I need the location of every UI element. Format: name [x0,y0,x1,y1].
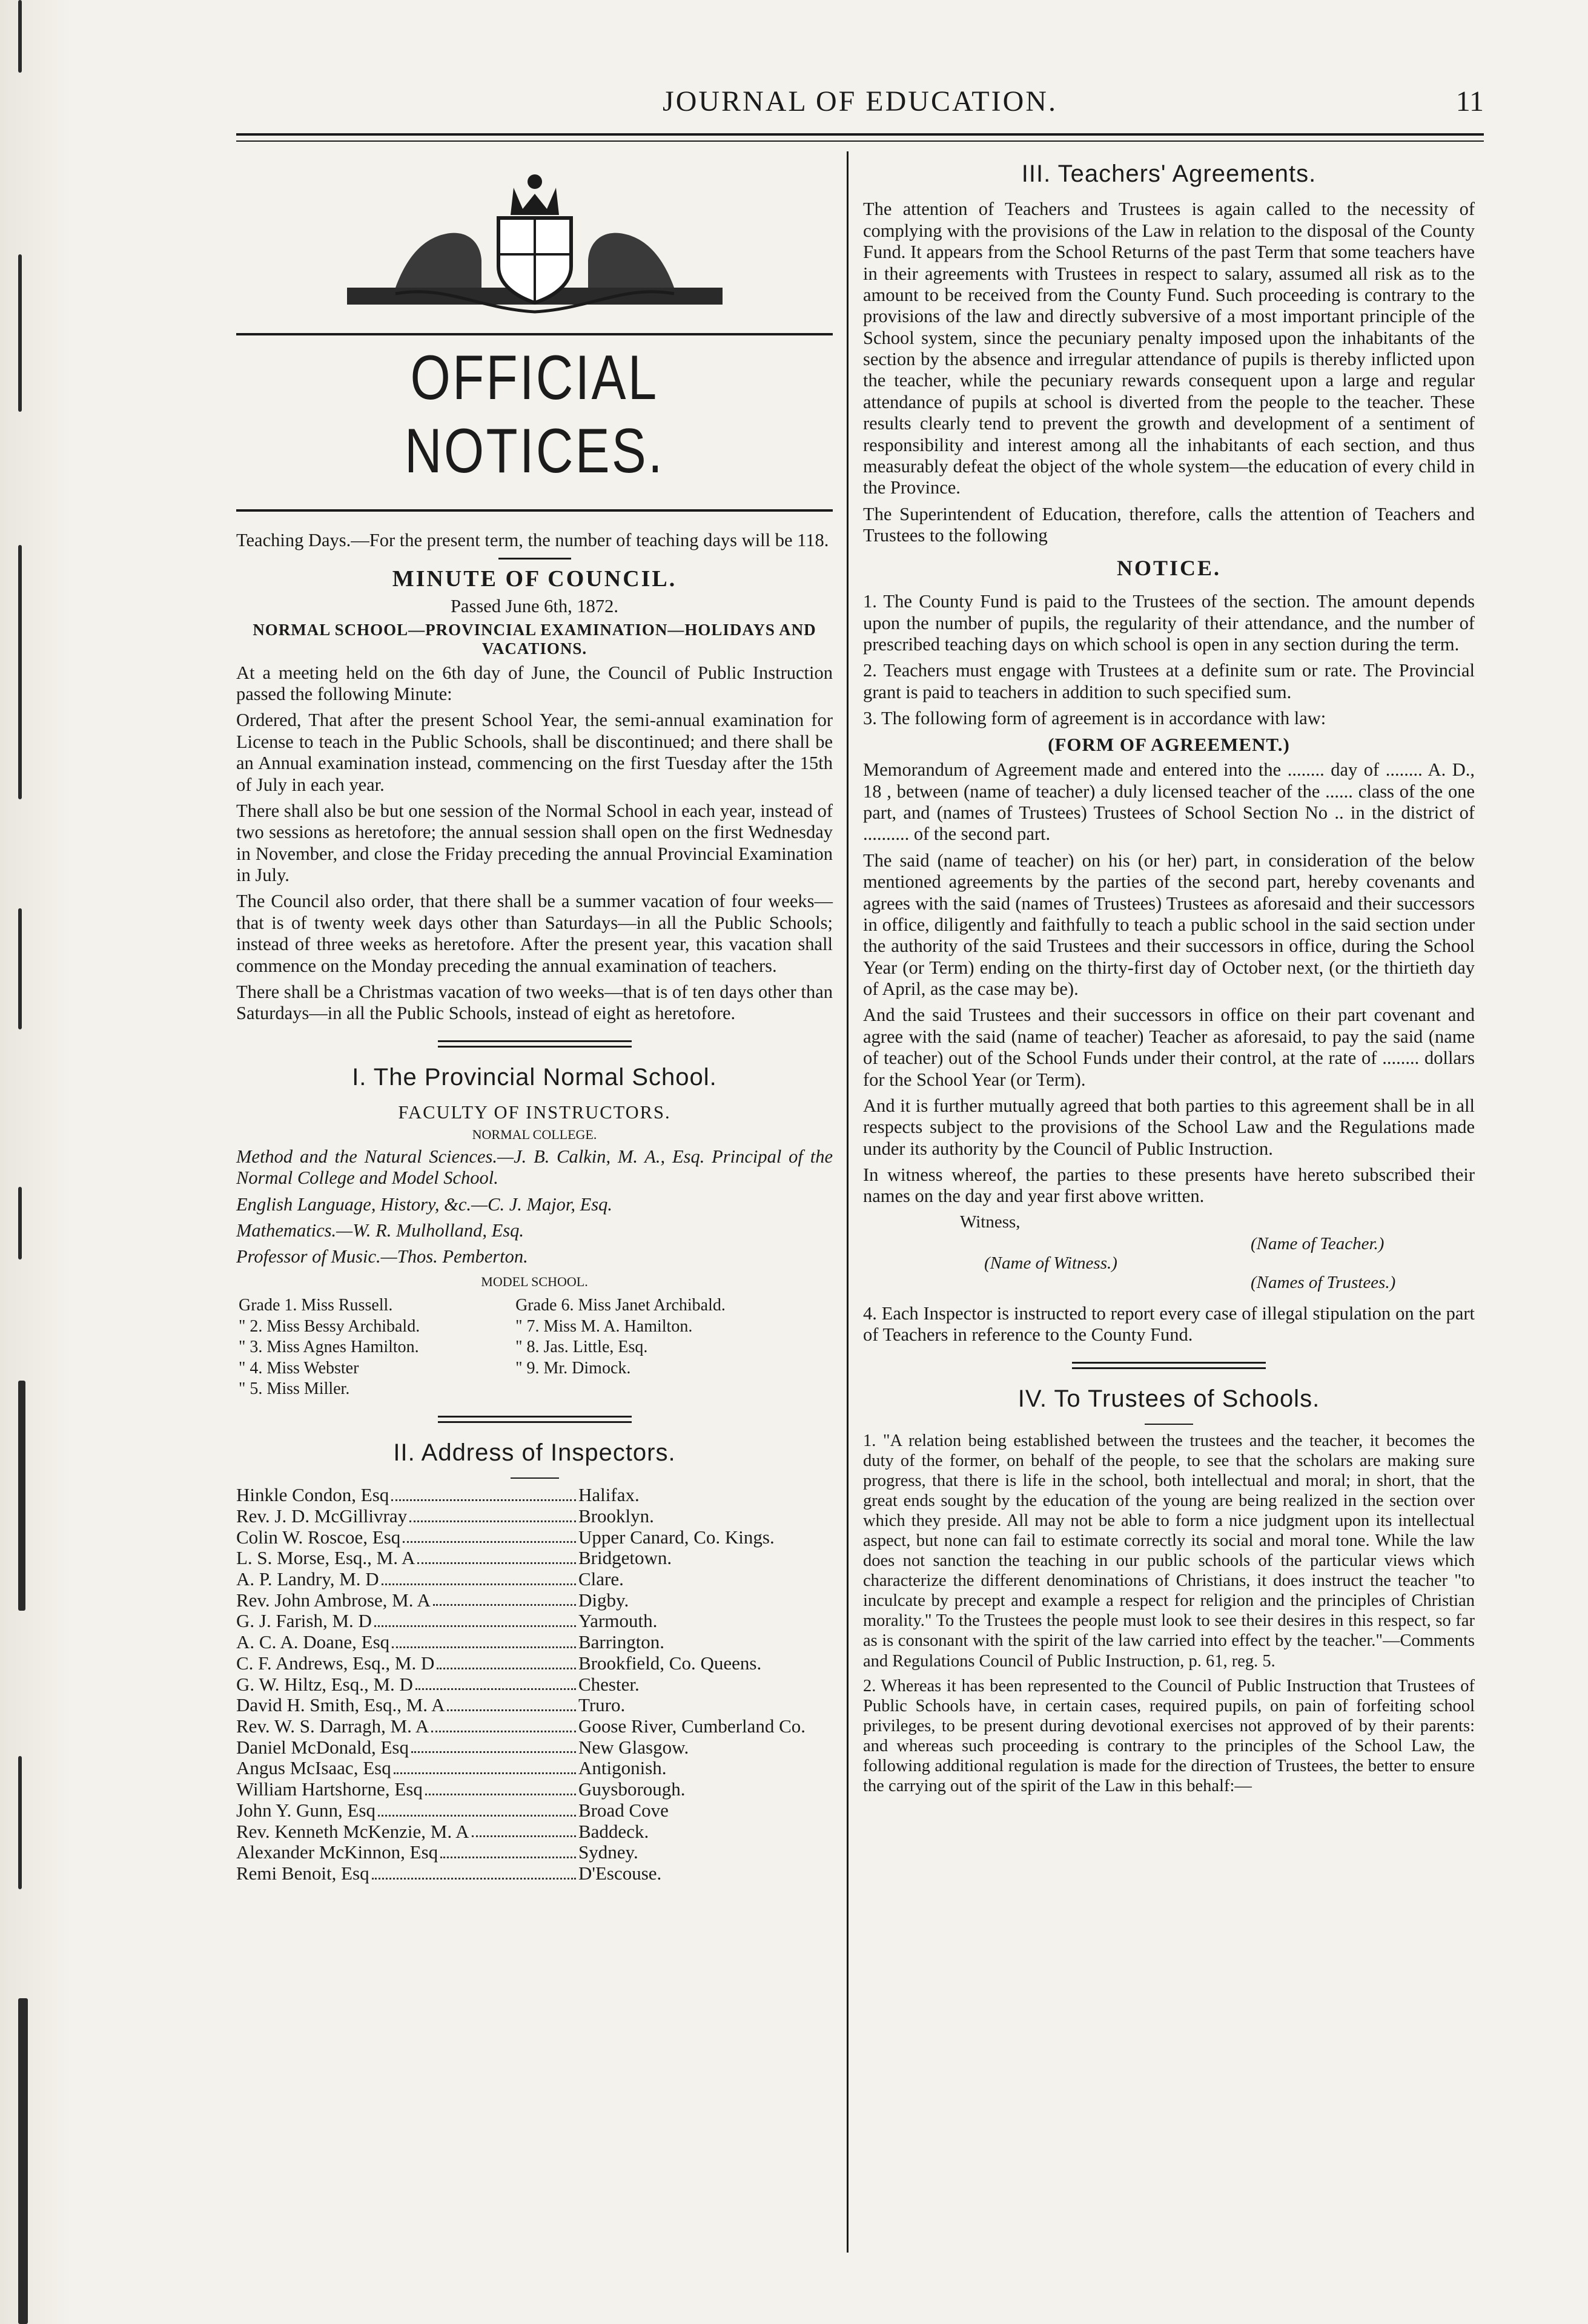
inspector-row [236,1863,833,1884]
grade-entry: " 2. Miss Bessy Archibald. [239,1316,420,1336]
staff-entry: Professor of Music.—Thos. Pemberton. [236,1246,528,1267]
leader-dots [437,1653,576,1669]
grade-row [236,1337,833,1358]
names-of-trustees: (Names of Trustees.) [1251,1272,1396,1292]
inspector-place: Clare. [578,1568,624,1589]
inspector-row [236,1653,833,1674]
minute-paragraph: There shall also be but one session of the Normal School in each year, instead of two sessions as heretofore; the annual session shall open on the first Wednesday in November, and close the Friday preceding the annual Provincial Examination in July. [236,800,833,886]
leader-dots [431,1716,576,1732]
grade-entry: " 8. Jas. Little, Esq. [515,1338,648,1357]
inspector-place: Antigonish. [578,1757,667,1779]
grade-entry: " 3. Miss Agnes Hamilton. [239,1338,419,1357]
inspector-place: Guysborough. [578,1778,686,1800]
teaching-days-note: Teaching Days.—For the present term, the number of teaching days will be 118. [236,530,829,551]
inspector-place: Broad Cove [578,1799,669,1821]
model-school-heading: MODEL SCHOOL. [481,1273,588,1289]
inspector-row [236,1758,833,1779]
inspector-place: Brookfield, Co. Queens. [578,1652,762,1674]
section-divider [438,1040,632,1048]
minute-date: Passed June 6th, 1872. [450,595,619,616]
agreements-title: III. Teachers' Agreements. [1021,160,1317,187]
trustees-paragraph: 2. Whereas it has been represented to the Council of Public Instruction that Trustees of Public Schools have, in certain cases, required pupils, on pain of forfeiting school privileges, to be present during devotional exercises not approved of by their parents: and whereas such proceeding is contrary to the principles of the School Law, the following additional regulation is made for the direction of Trustees, the better to ensure the carrying out of the spirit of the Law in this behalf:— [863,1676,1475,1795]
inspector-name: Hinkle Condon, Esq [236,1484,389,1506]
inspector-row [236,1800,833,1821]
inspector-row [236,1842,833,1863]
notice-item: 3. The following form of agreement is in accordance with law: [863,708,1326,729]
leader-dots [417,1548,576,1564]
agreements-paragraph: The attention of Teachers and Trustees is again called to the necessity of complying with the provisions of the Law in relation to the disposal of the County Fund. It appears from the School Returns of the past Term that some teachers have in their agreements with Trustees in respect to salary, assumed all risk as to the amount to be received from the County Fund. Such proceeding is contrary to the provisions of the law and directly subversive of a most important principle of the School system, since the pecuniary penalty imposed upon the inhabitants of the section by the absence and irregular attendance of pupils is thereby inflicted upon the teacher, while the pecuniary rewards consequent upon a large and regular attendance of pupils at school is diverted from the people to the teacher. These results clearly tend to prevent the growth and development of a sentiment of responsibility and interest among all the inhabitants of each section, and thus measurably defeat the object of the whole system—the education of every child in the Province. [863,199,1475,498]
form-paragraph: Memorandum of Agreement made and entered into the ........ day of ........ A. D., 18 , between (name of teacher) a duly licensed teacher of the ...... class of the one part, and (names of Trustees) Trustees of School Section No .. in the district of .......... of the second part. [863,759,1475,845]
left-column [236,151,833,1884]
binding-edge [0,0,73,2324]
inspector-row [236,1548,833,1569]
grade-row [236,1379,833,1399]
divider [498,558,571,560]
inspector-name: L. S. Morse, Esq., M. A [236,1547,415,1569]
inspector-row [236,1821,833,1843]
inspector-row [236,1569,833,1590]
inspector-place: Barrington. [578,1631,665,1653]
inspector-place: Baddeck. [578,1820,649,1842]
name-of-teacher: (Name of Teacher.) [1251,1233,1385,1253]
leader-dots [425,1779,576,1795]
inspector-row [236,1506,833,1527]
divider [511,1477,559,1479]
inspector-row [236,1590,833,1611]
inspector-name: Rev. Kenneth McKenzie, M. A [236,1820,469,1842]
form-paragraph: And the said Trustees and their successors in office on their part covenant and agree with the said (name of teacher) Teacher as aforesaid, to pay the said (name of teacher) out of the School Funds under their control, at the rate of ........ dollars for the School Year (or Term). [863,1005,1475,1090]
section-divider [1072,1362,1266,1369]
notice-title: NOTICE. [1116,556,1222,581]
grade-entry: " 7. Miss M. A. Hamilton. [515,1316,693,1336]
royal-crest-icon [323,163,747,327]
inspector-row [236,1674,833,1695]
inspector-place: Upper Canard, Co. Kings. [578,1526,775,1548]
inspector-place: Yarmouth. [578,1610,658,1632]
grade-entry: " 5. Miss Miller. [239,1379,350,1399]
grade-row [236,1316,833,1337]
staff-entry: Method and the Natural Sciences.—J. B. Calkin, M. A., Esq. Principal of the Normal College and Model School. [236,1146,833,1189]
signature-block [863,1212,1475,1303]
masthead-title: OFFICIAL NOTICES. [405,343,664,486]
trustees-title: IV. To Trustees of Schools. [1017,1385,1320,1412]
inspector-name: Rev. J. D. McGillivray [236,1505,408,1527]
staff-entry: Mathematics.—W. R. Mulholland, Esq. [236,1220,524,1241]
leader-dots [372,1863,576,1880]
right-column [863,151,1475,1801]
inspector-row [236,1779,833,1800]
inspector-name: David H. Smith, Esq., M. A [236,1694,445,1716]
minute-paragraph: The Council also order, that there shall be a summer vacation of four weeks—that is of twenty week days other than Saturdays—in all the Public Schools; instead of three weeks as heretofore. After the present year, this vacation shall commence on the Monday preceding the annual examination of teachers. [236,891,833,976]
minute-paragraph: At a meeting held on the 6th day of June, the Council of Public Instruction passed the following Minute: [236,662,833,705]
page-number: 11 [1455,85,1484,117]
inspectors-title: II. Address of Inspectors. [393,1439,676,1466]
inspector-place: Chester. [578,1673,640,1695]
inspector-place: Brooklyn. [578,1505,654,1527]
trustees-paragraph: 1. "A relation being established between the trustees and the teacher, it becomes the duty of the former, on behalf of the people, to see that the scholars are making sure progress, that there is life in the school, both intellectual and moral; in short, that the great ends sought by the education of the young are being realized in the section over which they preside. All may not be able to form a nice judgment upon its intellectual aspect, but none can fail to estimate correctly its social and moral tone. While the law does not sanction the teaching in our public schools of the particular views which characterize the different denominations of Christians, it does instruct the teacher "to inculcate by precept and example a respect for religion and the principles of Christian morality." To the Trustees the people must look to see their desires in this respect, so far as is consonant with the spirit of the law carried into effect by the teacher."—Comments and Regulations Council of Public Instruction, p. 61, reg. 5. [863,1431,1475,1671]
divider [1145,1424,1193,1425]
grade-entry: Grade 6. Miss Janet Archibald. [515,1296,726,1315]
minute-title: MINUTE OF COUNCIL. [392,566,677,592]
leader-dots [415,1674,576,1691]
inspector-place: Sydney. [578,1841,638,1863]
leader-dots [472,1821,576,1838]
leader-dots [440,1842,576,1858]
inspector-row [236,1632,833,1653]
inspector-row [236,1527,833,1548]
grade-entry: " 4. Miss Webster [239,1358,359,1378]
agreements-paragraph: The Superintendent of Education, therefore, calls the attention of Teachers and Trustees to the following [863,503,1475,546]
form-paragraph: And it is further mutually agreed that both parties to this agreement shall be in all respects subject to the provisions of the School Law and the Regulations made under its authority by the Council of Public Instruction. [863,1095,1475,1159]
grade-row [236,1358,833,1379]
notice-item: 2. Teachers must engage with Trustees at a definite sum or rate. The Provincial grant is paid to teachers in addition to such specified sum. [863,660,1475,702]
inspector-row [236,1695,833,1716]
leader-dots [374,1611,576,1627]
witness-label: Witness, [960,1212,1021,1232]
leader-dots [403,1527,576,1543]
header-rule-top [236,133,1484,136]
masthead-rule-bottom [236,509,833,512]
inspector-place: Halifax. [578,1484,640,1506]
inspector-name: G. W. Hiltz, Esq., M. D [236,1673,413,1695]
leader-dots [394,1758,576,1774]
inspector-name: John Y. Gunn, Esq [236,1799,375,1821]
column-divider [847,151,849,2253]
inspector-row [236,1716,833,1737]
leader-dots [447,1695,576,1711]
inspector-name: William Hartshorne, Esq [236,1778,423,1800]
notice-item: 1. The County Fund is paid to the Trustees of the section. The amount depends upon the number of pupils, the regularity of their attendance, and the number of prescribed teaching days on which school is open in any section during the term. [863,591,1475,655]
normal-school-title: I. The Provincial Normal School. [352,1063,717,1091]
inspector-name: Angus McIsaac, Esq [236,1757,391,1779]
inspector-name: A. P. Landry, M. D [236,1568,379,1589]
inspector-place: New Glasgow. [578,1736,689,1758]
college-heading: NORMAL COLLEGE. [472,1127,597,1143]
inspector-row [236,1611,833,1632]
name-of-witness: (Name of Witness.) [984,1253,1117,1273]
leader-dots [411,1737,576,1754]
inspector-name: Remi Benoit, Esq [236,1863,369,1884]
inspector-name: Rev. W. S. Darragh, M. A [236,1715,429,1737]
leader-dots [382,1569,576,1585]
inspector-place: Truro. [578,1694,626,1716]
leader-dots [378,1800,576,1817]
inspector-place: Digby. [578,1589,629,1611]
staff-entry: English Language, History, &c.—C. J. Major, Esq. [236,1193,613,1215]
page-header [236,85,1484,121]
grade-row [236,1295,833,1316]
form-paragraph: In witness whereof, the parties to these presents have hereto subscribed their names on the day and year first above written. [863,1164,1475,1207]
grade-entry [513,1379,833,1399]
section-divider [438,1416,632,1423]
model-school-grades [236,1295,833,1399]
inspector-place: Bridgetown. [578,1547,672,1569]
form-title: (FORM OF AGREEMENT.) [1048,734,1290,756]
faculty-heading: FACULTY OF INSTRUCTORS. [398,1102,671,1123]
form-paragraph: The said (name of teacher) on his (or her) part, in consideration of the below mentioned agreements by the parties of the second part, hereby covenants and agrees with the said (names of Trustees) Trustees as aforesaid and their successors in office, diligently and faithfully to teach a public school in the said section under the authority of the said Trustees and their successors in office, during the School Year (or Term) ending on the thirty-first day of October next, (or the thirtieth day of April, as the case may be). [863,850,1475,1000]
inspector-name: G. J. Farish, M. D [236,1610,372,1632]
masthead-rule [236,333,833,335]
inspector-name: Alexander McKinnon, Esq [236,1841,438,1863]
leader-dots [392,1632,576,1648]
inspector-place: Goose River, Cumberland Co. [578,1715,806,1737]
header-rule-bottom [236,140,1484,142]
leader-dots [433,1590,576,1606]
inspector-row [236,1485,833,1506]
running-title: JOURNAL OF EDUCATION. [663,85,1057,117]
inspector-name: A. C. A. Doane, Esq [236,1631,390,1653]
grade-entry: Grade 1. Miss Russell. [239,1296,393,1315]
inspector-name: Rev. John Ambrose, M. A [236,1589,431,1611]
minute-subject: NORMAL SCHOOL—PROVINCIAL EXAMINATION—HOLIDAYS AND VACATIONS. [253,621,816,658]
inspector-row [236,1737,833,1758]
inspector-name: C. F. Andrews, Esq., M. D [236,1652,435,1674]
inspector-name: Colin W. Roscoe, Esq [236,1526,401,1548]
inspector-place: D'Escouse. [578,1863,662,1884]
leader-dots [409,1506,576,1522]
grade-entry: " 9. Mr. Dimock. [515,1358,631,1378]
notice-item: 4. Each Inspector is instructed to report every case of illegal stipulation on the part of Teachers in reference to the County Fund. [863,1302,1475,1345]
minute-paragraph: There shall be a Christmas vacation of two weeks—that is of ten days other than Saturdays—in all the Public Schools, instead of eight as heretofore. [236,981,833,1024]
inspector-name: Daniel McDonald, Esq [236,1736,409,1758]
leader-dots [391,1485,576,1501]
minute-paragraph: Ordered, That after the present School Year, the semi-annual examination for License to teach in the Public Schools, shall be discontinued; and there shall be an Annual examination instead, commencing on the first Tuesday after the 15th of July in each year. [236,710,833,795]
inspectors-list [236,1485,833,1884]
